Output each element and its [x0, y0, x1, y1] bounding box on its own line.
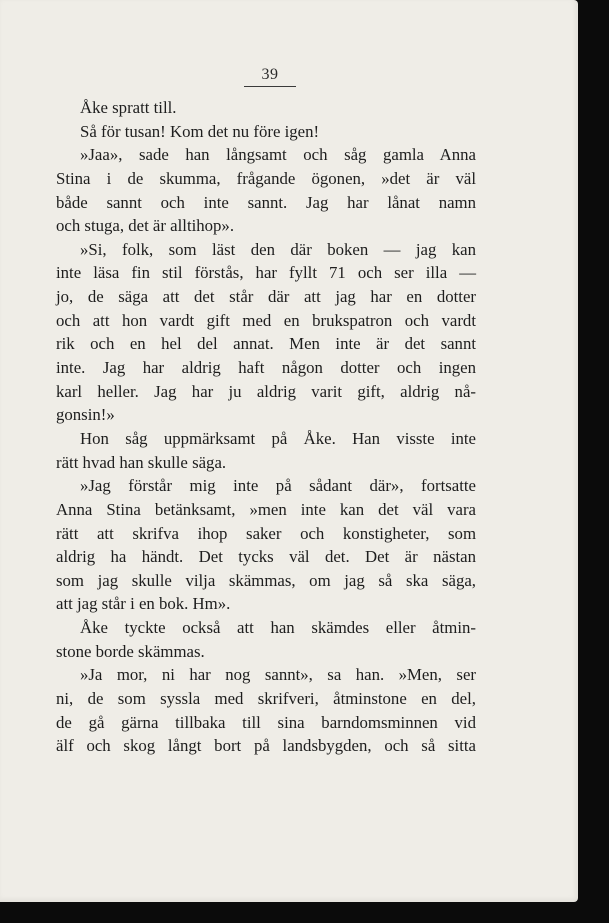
text-line: inte läsa fin stil förstås, har fyllt 71 och ser illa —	[56, 263, 476, 283]
text-line: stone borde skämmas.	[56, 641, 205, 661]
page-text	[56, 96, 476, 758]
text-line: ni, de som syssla med skrifveri, åtminstone en del,	[56, 689, 476, 709]
text-line: rätt att skrifva ihop saker och konstigheter, som	[56, 523, 476, 543]
text-line: och att hon vardt gift med en brukspatron och vardt	[56, 310, 476, 330]
text-line: och stuga, det är alltihop».	[56, 216, 235, 236]
text-line: Åke tyckte också att han skämdes eller åtmin-	[80, 618, 476, 638]
page-number: 39	[244, 66, 296, 87]
text-line: Så för tusan! Kom det nu före igen!	[80, 121, 320, 141]
text-line: gonsin!»	[56, 405, 115, 425]
text-line: både sannt och inte sannt. Jag har lånat namn	[56, 192, 476, 212]
text-line: de gå gärna tillbaka till sina barndomsminnen vid	[56, 712, 476, 732]
text-line: jo, de säga att det står där att jag har en dotter	[56, 287, 476, 307]
text-line: aldrig ha händt. Det tycks väl det. Det är nästan	[56, 547, 476, 567]
text-line: »Jaa», sade han långsamt och såg gamla Anna	[80, 145, 476, 165]
text-line: rik och en hel del annat. Men inte är det sannt	[56, 334, 476, 354]
text-line: »Si, folk, som läst den där boken — jag kan	[80, 239, 476, 259]
text-line: Anna Stina betänksamt, »men inte kan det väl vara	[56, 499, 476, 519]
text-line: Hon såg uppmärksamt på Åke. Han visste inte	[80, 428, 476, 448]
text-line: karl heller. Jag har ju aldrig varit gift, aldrig nå-	[56, 381, 476, 401]
text-line: som jag skulle vilja skämmas, om jag så ska säga,	[56, 570, 476, 590]
text-line: att jag står i en bok. Hm».	[56, 594, 231, 614]
text-line: älf och skog långt bort på landsbygden, och så sitta	[56, 736, 476, 756]
text-line: rätt hvad han skulle säga.	[56, 452, 227, 472]
text-line: »Jag förstår mig inte på sådant där», fortsatte	[80, 476, 476, 496]
text-line: Stina i de skumma, frågande ögonen, »det är väl	[56, 168, 476, 188]
text-line: Åke spratt till.	[80, 98, 177, 117]
text-line: »Ja mor, ni har nog sannt», sa han. »Men, ser	[80, 665, 476, 685]
text-line: inte. Jag har aldrig haft någon dotter och ingen	[56, 358, 476, 378]
